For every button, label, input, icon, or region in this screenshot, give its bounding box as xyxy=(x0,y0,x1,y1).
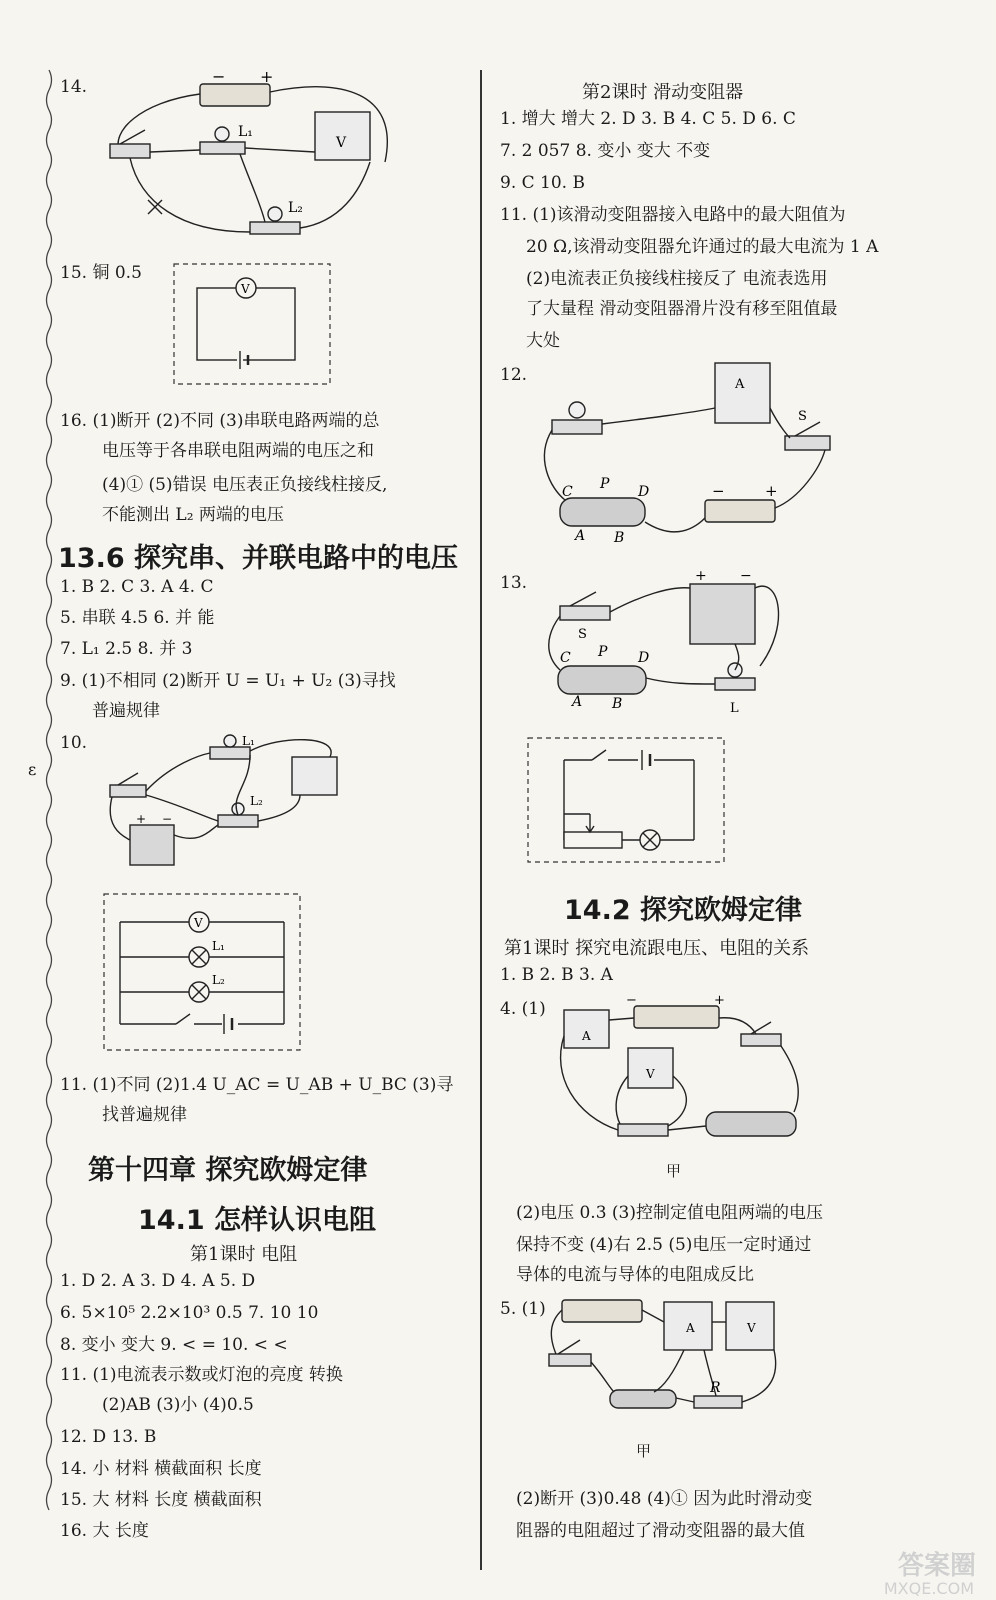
q4-voltmeter-label: V xyxy=(646,1067,655,1081)
q13-switch-label: S xyxy=(578,627,587,642)
chapter-14-title: 第十四章 探究欧姆定律 xyxy=(88,1155,368,1186)
q10s-l1-label: L₁ xyxy=(212,939,225,953)
s136-answer-9-line-2: 普遍规律 xyxy=(92,701,160,721)
q12-switch-label: S xyxy=(798,409,807,424)
battery-plus: + xyxy=(260,67,274,86)
s141-answer-16: 16. 大 长度 xyxy=(60,1521,149,1541)
q4-minus: − xyxy=(626,993,637,1008)
q12-plus: + xyxy=(765,482,778,500)
q4-plus: + xyxy=(714,993,725,1008)
section-14-2-title: 14.2 探究欧姆定律 xyxy=(564,895,803,926)
q15-answer: 15. 铜 0.5 xyxy=(60,263,142,283)
q5-circuit-picture xyxy=(544,1292,814,1422)
q13-label-b: B xyxy=(612,696,623,712)
s136-answer-11-line-2: 找普遍规律 xyxy=(102,1105,187,1125)
voltmeter-label: V xyxy=(336,135,347,151)
q10-circuit-picture xyxy=(100,735,370,875)
s142-answer-4-line-1: (2)电压 0.3 (3)控制定值电阻两端的电压 xyxy=(516,1203,824,1223)
s136-answer-10: 10. xyxy=(60,733,88,753)
l2-answer-11-line-1: 11. (1)该滑动变阻器接入电路中的最大阻值为 xyxy=(500,205,846,225)
battery-minus: − xyxy=(212,67,226,86)
watermark-url: MXQE.COM xyxy=(883,1579,974,1598)
q16-line-1: 16. (1)断开 (2)不同 (3)串联电路两端的总 xyxy=(60,411,380,431)
l2-answers-1-6: 1. 增大 增大 2. D 3. B 4. C 5. D 6. C xyxy=(500,109,796,129)
l2-answer-13: 13. xyxy=(500,573,528,593)
q5-ammeter-label: A xyxy=(686,1321,695,1335)
s141-answers-6-7: 6. 5×10⁵ 2.2×10³ 0.5 7. 10 10 xyxy=(60,1303,319,1323)
s142-answer-4-label: 4. (1) xyxy=(500,999,546,1019)
s142-answer-5-line-1: (2)断开 (3)0.48 (4)① 因为此时滑动变 xyxy=(516,1489,813,1509)
q4-circuit-picture xyxy=(556,993,816,1146)
q13-label-d: D xyxy=(638,650,650,666)
q12-label-a: A xyxy=(575,528,586,544)
watermark-logo: 答案圈 xyxy=(897,1551,976,1581)
s142-answers-1-3: 1. B 2. B 3. A xyxy=(500,965,613,985)
s136-answers-1-4: 1. B 2. C 3. A 4. C xyxy=(60,577,214,597)
q5-figure-caption: 甲 xyxy=(636,1442,652,1460)
q13-label-p: P xyxy=(598,644,608,660)
s141-answers-12-13: 12. D 13. B xyxy=(60,1427,157,1447)
q10-schematic xyxy=(102,892,302,1052)
l2-answer-11-line-2: 20 Ω,该滑动变阻器允许通过的最大电流为 1 A xyxy=(526,237,879,257)
lesson-1-resistance-title: 第1课时 电阻 xyxy=(190,1244,298,1265)
q13-schematic xyxy=(526,736,726,864)
q13-minus: − xyxy=(740,568,752,584)
q10-l2-label: L₂ xyxy=(250,794,263,808)
l2-answers-9-10: 9. C 10. B xyxy=(500,173,585,193)
q4-ammeter-label: A xyxy=(582,1029,591,1043)
q16-line-3: (4)① (5)错误 电压表正负接线柱接反, xyxy=(102,475,388,495)
q16-line-4: 不能测出 L₂ 两端的电压 xyxy=(102,505,284,525)
binding-edge xyxy=(44,70,54,1570)
s136-answer-11-line-1: 11. (1)不同 (2)1.4 U_AC = U_AB + U_BC (3)寻 xyxy=(60,1075,454,1095)
q12-label-d: D xyxy=(638,484,650,500)
q10-l1-label: L₁ xyxy=(242,734,255,748)
s142-answer-5-label: 5. (1) xyxy=(500,1299,546,1319)
lamp-l2-label: L₂ xyxy=(288,200,303,216)
l2-answer-12: 12. xyxy=(500,365,528,385)
s141-answer-14: 14. 小 材料 横截面积 长度 xyxy=(60,1459,262,1479)
s136-answer-9-line-1: 9. (1)不相同 (2)断开 U = U₁ + U₂ (3)寻找 xyxy=(60,671,396,691)
q10s-voltmeter-label: V xyxy=(194,916,203,930)
l2-answers-7-8: 7. 2 057 8. 变小 变大 不变 xyxy=(500,141,711,161)
s141-answers-8-10: 8. 变小 变大 9. < = 10. < < xyxy=(60,1335,288,1355)
q15-voltmeter-label: V xyxy=(241,282,250,296)
q13-label-a: A xyxy=(572,694,583,710)
q12-label-b: B xyxy=(614,530,625,546)
q5-resistor-label: R xyxy=(710,1380,721,1396)
q13-circuit-picture xyxy=(540,566,830,716)
q12-label-p: P xyxy=(600,476,610,492)
l2-answer-11-line-5: 大处 xyxy=(526,331,560,351)
lesson-1-relation-title: 第1课时 探究电流跟电压、电阻的关系 xyxy=(504,938,810,959)
q16-line-2: 电压等于各串联电阻两端的电压之和 xyxy=(102,441,374,461)
s142-answer-5-line-2: 阻器的电阻超过了滑动变阻器的最大值 xyxy=(516,1521,805,1541)
column-divider xyxy=(480,70,482,1570)
lamp-l1-label: L₁ xyxy=(238,124,253,140)
q14-number: 14. xyxy=(60,77,88,97)
q10-minus: − xyxy=(162,812,173,826)
s141-answer-15: 15. 大 材料 长度 横截面积 xyxy=(60,1490,262,1510)
l2-answer-11-line-4: 了大量程 滑动变阻器滑片没有移至阻值最 xyxy=(526,299,838,319)
s142-answer-4-line-3: 导体的电流与导体的电阻成反比 xyxy=(516,1265,754,1285)
s136-answers-7-8: 7. L₁ 2.5 8. 并 3 xyxy=(60,639,193,659)
section-14-1-title: 14.1 怎样认识电阻 xyxy=(138,1205,377,1236)
q5-voltmeter-label: V xyxy=(747,1321,756,1335)
q4-figure-caption: 甲 xyxy=(666,1162,682,1180)
s141-answer-11-line-2: (2)AB (3)小 (4)0.5 xyxy=(102,1395,254,1415)
s141-answers-1-5: 1. D 2. A 3. D 4. A 5. D xyxy=(60,1271,256,1291)
q13-plus: + xyxy=(695,568,707,584)
side-mark: ε xyxy=(28,760,37,779)
section-13-6-title: 13.6 探究串、并联电路中的电压 xyxy=(58,543,459,574)
q13-label-c: C xyxy=(560,650,571,666)
l2-answer-11-line-3: (2)电流表正负接线柱接反了 电流表选用 xyxy=(526,269,828,289)
q14-circuit-diagram xyxy=(100,67,430,247)
lesson-2-rheostat-title: 第2课时 滑动变阻器 xyxy=(582,82,744,103)
q12-ammeter-label: A xyxy=(735,377,745,392)
s142-answer-4-line-2: 保持不变 (4)右 2.5 (5)电压一定时通过 xyxy=(516,1235,812,1255)
q12-minus: − xyxy=(712,482,725,500)
s141-answer-11-line-1: 11. (1)电流表示数或灯泡的亮度 转换 xyxy=(60,1365,343,1385)
q12-label-c: C xyxy=(562,484,573,500)
s136-answers-5-6: 5. 串联 4.5 6. 并 能 xyxy=(60,608,215,628)
q13-lamp-label: L xyxy=(730,701,739,716)
q15-circuit-diagram xyxy=(172,262,332,387)
q10-plus: + xyxy=(136,812,147,826)
q10s-l2-label: L₂ xyxy=(212,973,225,987)
q12-circuit-picture xyxy=(540,358,840,548)
